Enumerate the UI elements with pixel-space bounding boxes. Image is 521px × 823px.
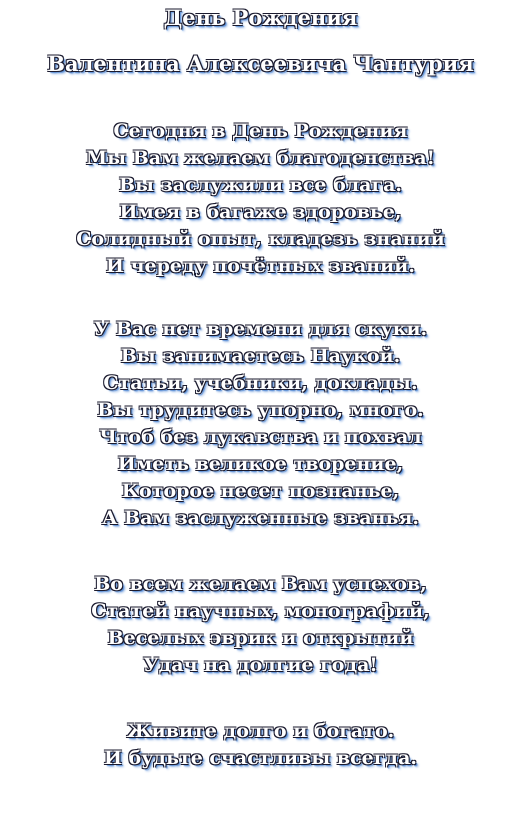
poem-line: Мы Вам желаем благоденства! <box>86 147 435 169</box>
poem-line: Статьи, учебники, доклады. <box>103 372 418 394</box>
poem-line: А Вам заслуженные званья. <box>101 507 420 529</box>
poem-line: Вы занимаетесь Наукой. <box>120 345 401 367</box>
poem-stanza-4 <box>0 718 521 772</box>
poem-line: Сегодня в День Рождения <box>113 120 408 142</box>
poem-line: Во всем желаем Вам успехов, <box>94 573 427 595</box>
page-subtitle: Валентина Алексеевича Чантурия <box>47 51 474 76</box>
poem-line: Чтоб без лукавства и похвал <box>99 426 422 448</box>
poem-line: У Вас нет времени для скуки. <box>93 318 428 340</box>
poem-line: И череду почётных званий. <box>106 255 415 277</box>
poem-line: Статей научных, монографий, <box>91 600 430 622</box>
poem-line: Вы трудитесь упорно, много. <box>97 399 424 421</box>
page-title: День Рождения <box>163 5 358 30</box>
poem-stanza-1 <box>0 118 521 280</box>
poem-line: Которое несет познанье, <box>121 480 400 502</box>
poem-line: Веселых эврик и открытий <box>107 627 414 649</box>
poem-line: Имея в багаже здоровье, <box>119 201 402 223</box>
poem-line: Иметь великое творение, <box>117 453 404 475</box>
poem-line: Удач на долгие года! <box>143 654 378 676</box>
poem-line: Живите долго и богато. <box>126 720 395 742</box>
poem-line: Вы заслужили все блага. <box>118 174 403 196</box>
poem-line: Солидный опыт, кладезь знаний <box>76 228 445 250</box>
poem-line: И будьте счастливы всегда. <box>103 747 417 769</box>
poem-stanza-2 <box>0 316 521 532</box>
poem-stanza-3 <box>0 571 521 679</box>
